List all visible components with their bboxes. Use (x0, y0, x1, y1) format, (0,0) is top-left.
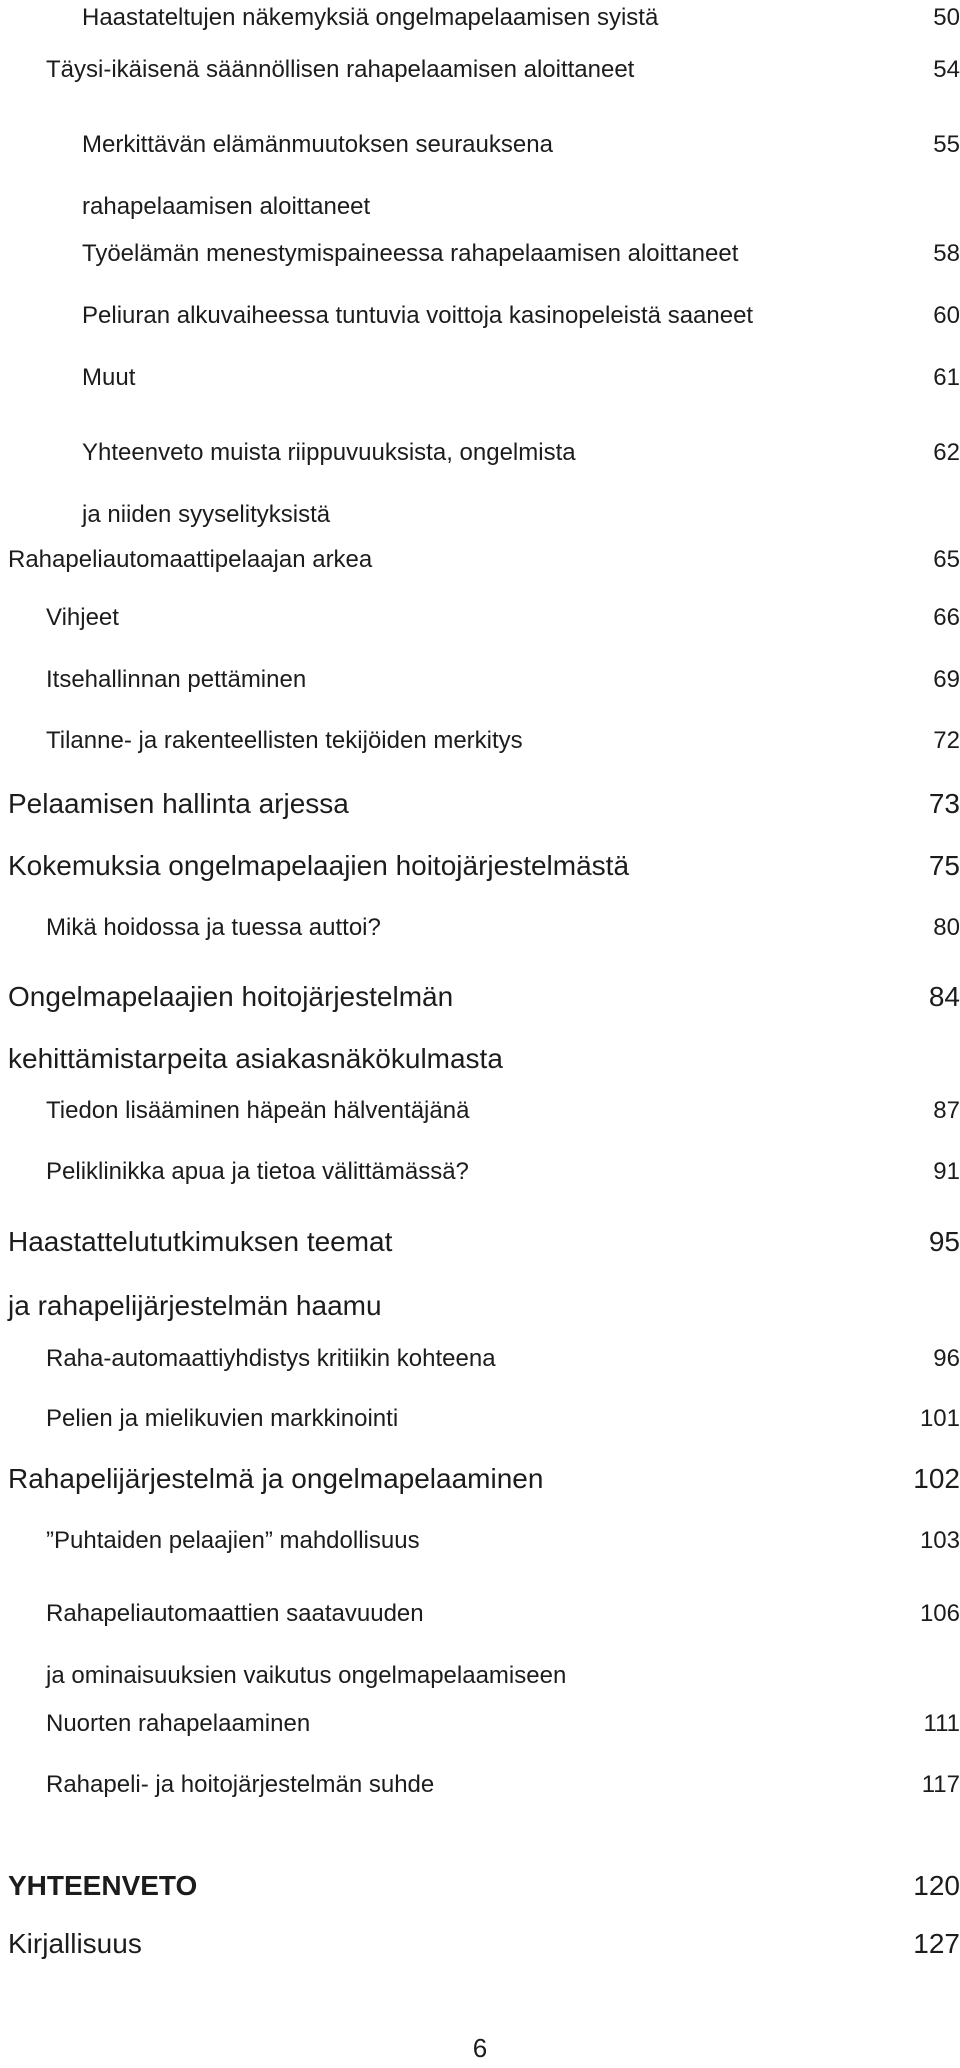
toc-entry-title-line: ja ominaisuuksien vaikutus ongelmapelaamiseen (46, 1662, 567, 1689)
toc-entry[interactable] (46, 1401, 960, 1437)
toc-entry-title-line: Itsehallinnan pettäminen (46, 666, 307, 693)
toc-entry-title-line: Peliklinikka apua ja tietoa välittämässä? (46, 1158, 469, 1185)
toc-entry[interactable] (46, 1154, 960, 1190)
toc-entry[interactable] (8, 846, 960, 886)
toc-entry[interactable] (8, 1459, 960, 1499)
toc-entry[interactable] (46, 1093, 960, 1129)
toc-entry-title-line: Peliuran alkuvaiheessa tuntuvia voittoja kasinopeleistä saaneet (82, 302, 754, 329)
toc-page-number: 65 (933, 546, 960, 573)
toc-entry-title (82, 114, 553, 238)
toc-entry[interactable] (8, 1210, 960, 1338)
toc-page-number: 127 (913, 1928, 960, 1959)
toc-entry-title-line: ja niiden syyselityksistä (82, 501, 331, 528)
toc-entry-title (82, 422, 576, 546)
toc-entry[interactable] (82, 0, 960, 36)
toc-entry[interactable] (8, 542, 960, 578)
toc-entry[interactable] (82, 422, 960, 546)
toc-entry[interactable] (46, 52, 960, 88)
toc-page-number: 73 (928, 788, 960, 819)
toc-entry[interactable] (8, 1866, 960, 1906)
toc-entry[interactable] (82, 298, 960, 334)
toc-entry-title-line: Haastattelututkimuksen teemat (8, 1226, 393, 1257)
toc-entry-title (46, 910, 381, 946)
toc-page-number: 80 (933, 914, 960, 941)
toc-entry-title (46, 1093, 469, 1129)
toc-entry-title-line: Merkittävän elämänmuutoksen seurauksena (82, 131, 553, 158)
toc-entry-title (82, 298, 753, 334)
page-number: 6 (472, 2033, 488, 2063)
toc-entry-title (82, 360, 135, 396)
toc-entry-title (46, 1706, 310, 1742)
toc-entry[interactable] (46, 1341, 960, 1377)
toc-entry-title (46, 662, 306, 698)
toc-page-number: 84 (928, 981, 960, 1012)
toc-page-number: 103 (919, 1527, 960, 1554)
toc-entry-title (8, 1459, 543, 1499)
toc-page-number: 95 (928, 1226, 960, 1257)
toc-entry-title-line: Muut (82, 364, 136, 391)
toc-entry-title-line: Rahapeliautomaattipelaajan arkea (8, 546, 373, 573)
toc-page-number: 91 (933, 1158, 960, 1185)
toc-page-number: 50 (933, 4, 960, 31)
toc-entry[interactable] (82, 360, 960, 396)
toc-entry-title (46, 1341, 496, 1377)
toc-entry[interactable] (46, 662, 960, 698)
toc-entry-title-line: Työelämän menestymispaineessa rahapelaamisen aloittaneet (82, 240, 739, 267)
toc-entry-title-line: Kokemuksia ongelmapelaajien hoitojärjestelmästä (8, 850, 630, 881)
toc-entry-title (46, 600, 119, 636)
toc-entry[interactable] (82, 114, 960, 238)
toc-entry[interactable] (46, 723, 960, 759)
toc-entry-title-line: Pelien ja mielikuvien markkinointi (46, 1405, 399, 1432)
toc-entry-title-line: Tilanne- ja rakenteellisten tekijöiden merkitys (46, 727, 523, 754)
toc-entry-title-line: Rahapeliautomaattien saatavuuden (46, 1600, 424, 1627)
toc-entry-title-line: ja rahapelijärjestelmän haamu (8, 1290, 382, 1321)
toc-entry[interactable] (46, 910, 960, 946)
toc-entry[interactable] (8, 1924, 960, 1964)
toc-entry-title-line: YHTEENVETO (8, 1870, 198, 1901)
toc-entry-title-line: Raha-automaattiyhdistys kritiikin kohteena (46, 1345, 496, 1372)
toc-entry-title (8, 542, 372, 578)
toc-page-number: 66 (933, 604, 960, 631)
toc-page-number: 87 (933, 1097, 960, 1124)
toc-entry-title (8, 784, 349, 824)
toc-entry-title-line: rahapelaamisen aloittaneet (82, 193, 371, 220)
toc-entry-title-line: Täysi-ikäisenä säännöllisen rahapelaamisen aloittaneet (46, 56, 635, 83)
toc-entry-title (8, 1924, 142, 1964)
toc-entry-title (46, 723, 523, 759)
toc-entry[interactable] (8, 966, 960, 1090)
toc-entry-title (46, 1767, 434, 1803)
toc-entry-title-line: Nuorten rahapelaaminen (46, 1710, 311, 1737)
toc-entry-title (82, 0, 658, 36)
toc-entry-title (8, 1210, 392, 1338)
toc-entry-title (46, 1401, 398, 1437)
toc-page-number: 106 (919, 1600, 960, 1627)
toc-entry-title-line: Mikä hoidossa ja tuessa auttoi? (46, 914, 381, 941)
toc-page-number: 102 (913, 1463, 960, 1494)
toc-entry-title-line: Pelaamisen hallinta arjessa (8, 788, 349, 819)
toc-entry-title (46, 1154, 469, 1190)
toc-page-number: 111 (923, 1710, 960, 1737)
toc-page-number: 120 (913, 1870, 960, 1901)
toc-entry-title-line: Rahapelijärjestelmä ja ongelmapelaaminen (8, 1463, 544, 1494)
toc-entry-title (46, 1523, 420, 1559)
toc-entry-title-line: Tiedon lisääminen häpeän hälventäjänä (46, 1097, 470, 1124)
toc-page-number: 58 (933, 240, 960, 267)
toc-page-number: 72 (933, 727, 960, 754)
toc-page-number: 55 (933, 131, 960, 158)
toc-entry[interactable] (46, 1583, 960, 1707)
toc-entry[interactable] (46, 1523, 960, 1559)
toc-entry-title (8, 1866, 197, 1906)
toc-page-number: 75 (928, 850, 960, 881)
toc-page-number: 117 (921, 1771, 960, 1798)
toc-entry-title (8, 846, 629, 886)
toc-page-number: 96 (933, 1345, 960, 1372)
toc-entry-title-line: Haastateltujen näkemyksiä ongelmapelaamisen syistä (82, 4, 659, 31)
toc-entry-title (46, 1583, 566, 1707)
toc-entry-title (46, 52, 634, 88)
toc-page-number: 60 (933, 302, 960, 329)
toc-entry-title-line: Ongelmapelaajien hoitojärjestelmän (8, 981, 454, 1012)
toc-entry-title-line: Yhteenveto muista riippuvuuksista, ongelmista (82, 439, 576, 466)
toc-entry-title-line: ”Puhtaiden pelaajien” mahdollisuus (46, 1527, 420, 1554)
toc-page-number: 101 (919, 1405, 960, 1432)
toc-entry-title (8, 966, 503, 1090)
toc-entry-title-line: Vihjeet (46, 604, 119, 631)
toc-entry-title (82, 236, 738, 272)
toc-entry[interactable] (46, 1767, 960, 1803)
toc-entry-title-line: Kirjallisuus (8, 1928, 142, 1959)
toc-entry[interactable] (8, 784, 960, 824)
toc-page-number: 54 (933, 56, 960, 83)
toc-page-number: 69 (933, 666, 960, 693)
toc-entry-title-line: Rahapeli- ja hoitojärjestelmän suhde (46, 1771, 435, 1798)
toc-entry[interactable] (46, 1706, 960, 1742)
toc-page-number: 62 (933, 439, 960, 466)
toc-entry[interactable] (46, 600, 960, 636)
toc-page-number: 61 (933, 364, 960, 391)
toc-entry-title-line: kehittämistarpeita asiakasnäkökulmasta (8, 1043, 503, 1074)
toc-entry[interactable] (82, 236, 960, 272)
